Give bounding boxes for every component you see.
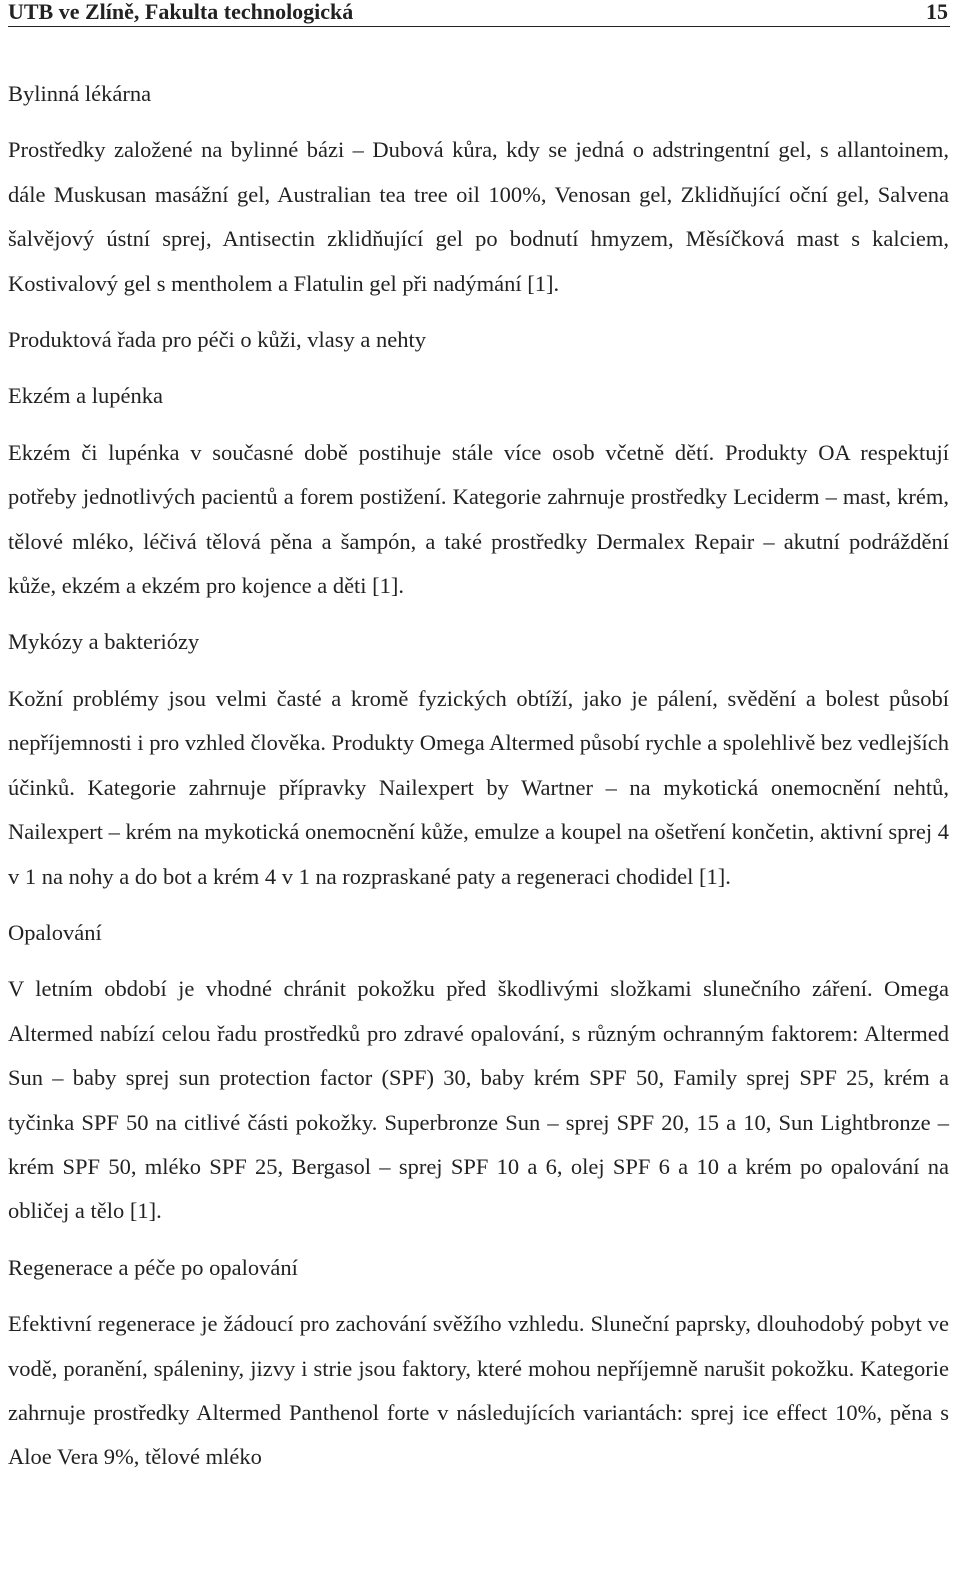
section-heading-mykozy: Mykózy a bakteriózy [8,629,200,655]
page-number: 15 [926,0,948,24]
paragraph-opalovani: V letním období je vhodné chránit pokožku před škodlivými složkami slunečního záření. Omega Altermed nabízí celou řadu prostředků pro zdravé opalování, s různým ochranným faktorem: Altermed Sun – baby sprej sun protection factor (SPF) 30, baby krém SPF 50, Family sprej SPF 25, krém a tyčinka SPF 50 na citlivé části pokožky. Superbronze Sun – sprej SPF 20, 15 a 10, Sun Lightbronze – krém SPF 50, mléko SPF 25, Bergasol – sprej SPF 10 a 6, olej SPF 6 a 10 a krém po opalování na obličej a tělo [1]. [8,976,949,1224]
header-title: UTB ve Zlíně, Fakulta technologická [8,0,354,24]
document-body [8,72,949,1480]
section-heading-bylinna-lekarna: Bylinná lékárna [8,81,152,106]
section-heading-ekzem: Ekzém a lupénka [8,383,163,409]
section-heading-produktova-rada: Produktová řada pro péči o kůži, vlasy a nehty [8,327,427,353]
paragraph-regenerace: Efektivní regenerace je žádoucí pro zachování svěžího vzhledu. Sluneční paprsky, dlouhodobý pobyt ve vodě, poranění, spáleniny, jizvy i strie jsou faktory, které mohou nepříjemně narušit pokožku. Kategorie zahrnuje prostředky Altermed Panthenol forte v následujících variantách: sprej ice effect 10%, pěna s Aloe Vera 9%, tělové mléko [8,1311,949,1470]
page-header [8,0,950,27]
paragraph-bylinna-lekarna: Prostředky založené na bylinné bázi – Dubová kůra, kdy se jedná o adstringentní gel, s allantoinem, dále Muskusan masážní gel, Australian tea tree oil 100%, Venosan gel, Zklidňující oční gel, Salvena šalvějový ústní sprej, Antisectin zklidňující gel po bodnutí hmyzem, Měsíčková mast s kalciem, Kostivalový gel s mentholem a Flatulin gel při nadýmání [1]. [8,137,949,296]
paragraph-mykozy: Kožní problémy jsou velmi časté a kromě fyzických obtíží, jako je pálení, svědění a bolest působí nepříjemnosti i pro vzhled člověka. Produkty Omega Altermed působí rychle a spolehlivě bez vedlejších účinků. Kategorie zahrnuje přípravky Nailexpert by Wartner – na mykotická onemocnění nehtů, Nailexpert – krém na mykotická onemocnění kůže, emulze a koupel na ošetření končetin, aktivní sprej 4 v 1 na nohy a do bot a krém 4 v 1 na rozpraskané paty a regeneraci chodidel [1]. [8,685,950,889]
section-heading-opalovani: Opalování [8,919,102,945]
paragraph-ekzem: Ekzém či lupénka v současné době postihuje stále více osob včetně dětí. Produkty OA respektují potřeby jednotlivých pacientů a forem postižení. Kategorie zahrnuje prostředky Leciderm – mast, krém, tělové mléko, léčivá tělová pěna a šampón, a také prostředky Dermalex Repair – akutní podráždění kůže, ekzém a ekzém pro kojence a děti [1]. [8,439,949,599]
section-heading-regenerace: Regenerace a péče po opalování [8,1254,298,1280]
